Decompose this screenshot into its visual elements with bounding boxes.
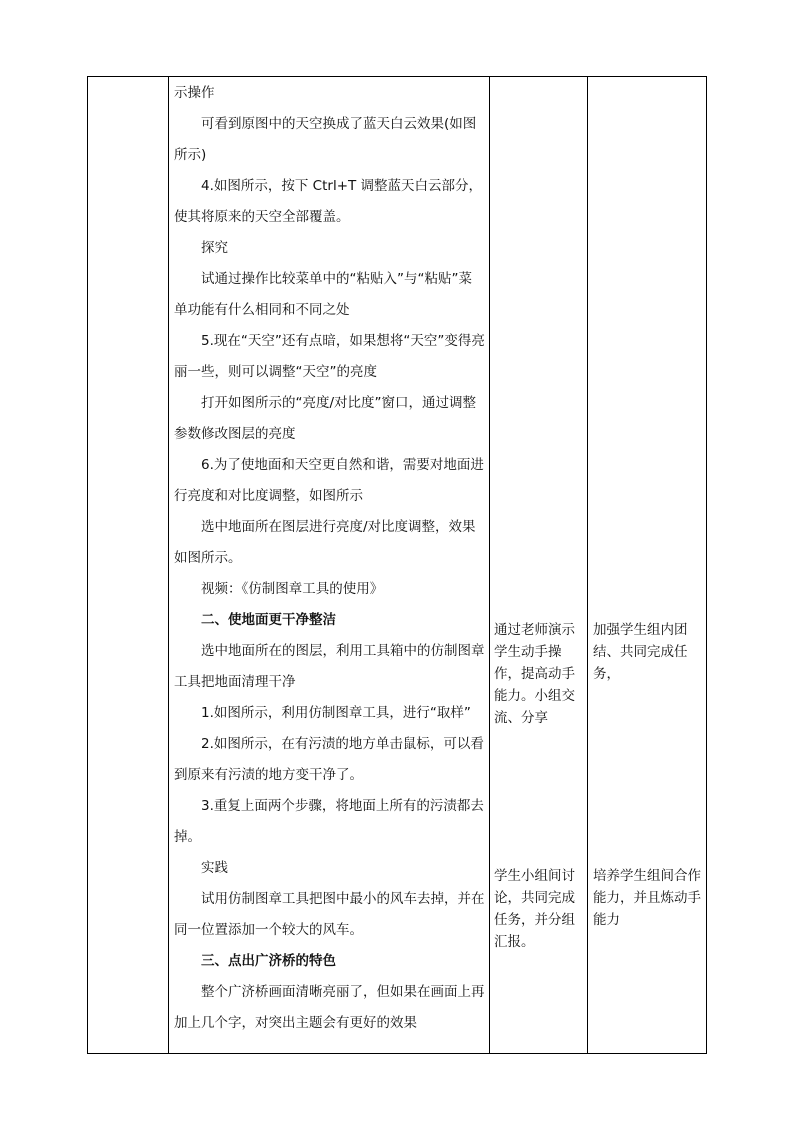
content-line: 2.如图所示，在有污渍的地方单击鼠标，可以看到原来有污渍的地方变干净了。 (174, 736, 484, 783)
content-line: 试用仿制图章工具把图中最小的风车去掉，并在同一位置添加一个较大的风车。 (174, 891, 485, 938)
content-line: 4.如图所示，按下 Ctrl+T 调整蓝天白云部分，使其将原来的天空全部覆盖。 (174, 178, 483, 225)
design-intent-1: 加强学生组内团结、共同完成任务， (593, 622, 688, 682)
content-line: 选中地面所在的图层，利用工具箱中的仿制图章工具把地面清理干净 (174, 643, 485, 690)
section-heading: 二、使地面更干净整洁 (201, 612, 336, 628)
content-line: 5.现在“天空”还有点暗，如果想将“天空”变得亮丽一些，则可以调整“天空”的亮度 (174, 333, 485, 380)
content-line: 打开如图所示的“亮度/对比度”窗口，通过调整参数修改图层的亮度 (174, 395, 477, 442)
content-line: 探究 (201, 240, 228, 256)
column-divider (587, 77, 588, 1053)
content-line: 可看到原图中的天空换成了蓝天白云效果(如图所示) (174, 116, 477, 163)
student-activity-1: 通过老师演示学生动手操作，提高动手能力。小组交流、分享 (494, 622, 575, 726)
section-heading: 三、点出广济桥的特色 (201, 953, 336, 969)
student-activity-2: 学生小组间讨论，共同完成任务，并分组汇报。 (494, 868, 575, 950)
teaching-content-cell (168, 77, 490, 1039)
content-line: 3.重复上面两个步骤，将地面上所有的污渍都去掉。 (174, 798, 484, 845)
content-line: 示操作 (174, 85, 215, 101)
design-intent-2: 培养学生组间合作能力，并且炼动手能力 (593, 868, 701, 928)
content-line: 试通过操作比较菜单中的“粘贴入”与“粘贴”菜单功能有什么相同和不同之处 (174, 271, 472, 318)
lesson-table (87, 76, 707, 1054)
content-line: 1.如图所示，利用仿制图章工具，进行“取样” (201, 705, 471, 721)
content-line: 选中地面所在图层进行亮度/对比度调整，效果如图所示。 (174, 519, 476, 566)
content-line: 整个广济桥画面清晰亮丽了，但如果在画面上再加上几个字，对突出主题会有更好的效果 (174, 984, 485, 1031)
content-line: 视频：《仿制图章工具的使用》 (201, 581, 384, 597)
content-line: 实践 (201, 860, 228, 876)
content-line: 6.为了使地面和天空更自然和谐，需要对地面进行亮度和对比度调整，如图所示 (174, 457, 484, 504)
